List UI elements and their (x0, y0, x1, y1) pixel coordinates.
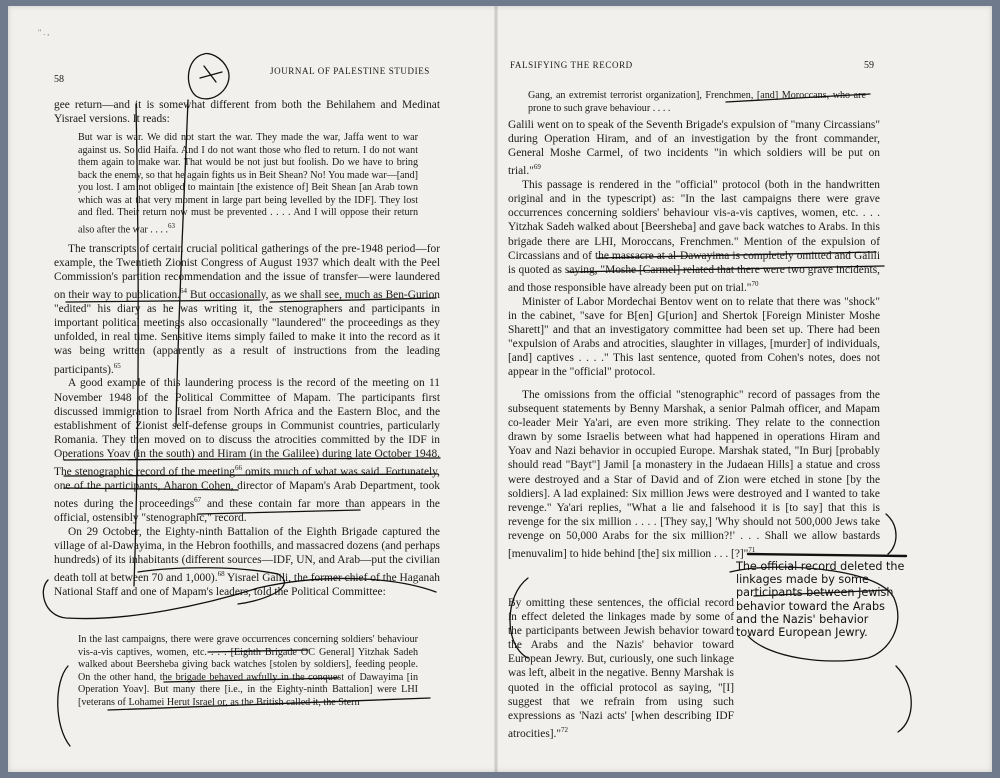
paragraph: By omitting these sentences, the official record in effect deleted the linkages made by some of the participants between Jewish behavior toward the Arabs and the Nazis' behavior toward European Jewry. But, curiously, one such linkage was left, albeit in the negative. Benny Marshak is quoted in the official protocol as saying, "[I] suggest that we refrain from using such expressions as 'Nazi acts' [when describing IDF atrocities]."$^{72}$ (508, 597, 734, 740)
paragraph: This passage is rendered in the "official" protocol (both in the handwritten original and in the typescript) as: "In the last campaigns there were grave occurrences concerning soldiers' behaviour vis-a-vis captives, women, etc. . . . Yitzhak Sadeh walked about [Beersheba] and gave back watches to Arabs. In this brigade there are LHI, Moroccans, Frenchmen." Mention of the expulsion of Circassians and of the massacre at al-Dawayima is completely omitted and Galili is quoted as saying, "Moshe [Carmel] related that there were two grave incidents, and those responsible have already been put on trial."$^{70}$ (508, 179, 880, 294)
footnote-ref: 66 (234, 464, 242, 472)
running-head-left: JOURNAL OF PALESTINE STUDIES (270, 66, 430, 76)
footnote-ref: 64 (180, 287, 188, 296)
footnote-ref: 67 (194, 495, 202, 504)
footnote-ref: 65 (113, 361, 121, 370)
quote-text: In the last campaigns, there were grave occurrences concerning soldiers' behaviour vis-a-vis captives, women, etc. . . . [Eighth Brigade OC General] Yitzhak Sadeh walked about Beersheba giving back watches [stolen by soldiers], feeding people. On the other hand, the brigade behaved awfully in the conquest of Dawayima [in Operation Yoav]. But many there [i.e., in the Eighty-ninth Battalion] were LHI [veterans of Lohamei Herut Israel or, as the British called it, the Stern (78, 634, 418, 708)
footnote-ref: 63 (167, 221, 175, 230)
quote-text: Gang, an extremist terrorist organization], Frenchmen, [and] Moroccans, who are prone to such grave behaviour . . . . (528, 90, 866, 114)
page-number-left: 58 (54, 74, 64, 85)
block-quote-cont (528, 90, 866, 115)
left-para-1 (54, 98, 440, 126)
paragraph: The transcripts of certain crucial political gatherings of the pre-1948 period—for example, the Twentieth Zionist Congress of August 1937 which dealt with the Peel Commission's partition recommendation and the issue of transfer—were laundered on their way to publication.$^{64}$ But occasionally, as we shall see, much as Ben-Gurion "edited" his diary as he was writing it, the stenographers and participants in important political meetings also occasionally "laundered" the proceedings as they unfolded, in real time. Sensitive items simply failed to make it into the record as it was being written (apparently as a result of instructions from the leading participants).$^{65}$ (54, 243, 440, 376)
book-spread (8, 6, 992, 772)
left-body (54, 242, 440, 599)
scan-marks: " . , (38, 28, 50, 37)
paragraph: The omissions from the official "stenographic" record of passages from the subsequent statements by Benny Marshak, a senior Palmah officer, and Mapam co-leader Meir Ya'ari, are even more striking. They relate to the connection drawn by some Israelis between what had happened in operations Hiram and Yoav and Nazi behavior in occupied Europe. Marshak stated, "In Burj [probably should read "Bayt"] Jamil [a monastery in the Judaean Hills] a statue and cross were destroyed and a Star of David and of Zion were etched in stone [by the soldiers]. A lad explained: Six million Jews were destroyed and I wanted to take revenge." Ya'ari replies, "What a lie and falsehood it is [to say] that this is revenge for the six million . . . . [They say,] 'Why should not 500,000 Jews take revenge on 50,000 Arabs for the six million?!' . . . Shall we allow bastards [menuvalim] to hide behind [the] six million . . . [?]"$^{71}$ (508, 389, 880, 560)
paragraph: A good example of this laundering process is the record of the meeting on 11 November 1948 of the Political Committee of Mapam. The participants first discussed immigration to Israel from North Africa and the Eastern Bloc, and the establishment of Zionist self-defense groups in Communist countries, particularly Romania. They then moved on to discuss the atrocities committed by the IDF in Operations Yoav (in the south) and Hiram (in the Galilee) during late October 1948. The stenographic record of the meeting$^{66}$ omits much of what was said. Fortunately, one of the participants, Aharon Cohen, director of Mapam's Arab Department, took notes during the proceedings$^{67}$ and these contain far more than appears in the official, ostensibly "stenographic," record. (54, 377, 440, 524)
footnote-ref: 72 (561, 725, 569, 734)
page-number-right: 59 (864, 60, 874, 71)
footnote-ref: 71 (748, 546, 756, 555)
paragraph: gee return—and it is somewhat different from both the Behilahem and Medinat Yisrael versions. It reads: (54, 99, 440, 126)
paragraph: Minister of Labor Mordechai Bentov went on to relate that there was "shock" in the cabinet, "save for B[en] G[urion] and Shertok [Foreign Minister Moshe Sharett]" and that an investigatory committee had been set up. There had been "expulsion of Arabs and atrocities, slaughter in villages, [murder] of individuals, [and] captives . . . ." This last sentence, quoted from Cohen's notes, does not appear in the "official" protocol. (508, 295, 880, 379)
block-quote-1 (78, 132, 418, 236)
left-page (8, 6, 494, 772)
running-head-right: FALSIFYING THE RECORD (510, 60, 633, 70)
footnote-ref: 70 (751, 279, 759, 288)
right-body-2 (508, 388, 880, 561)
handwritten-margin-note: The official record deleted the linkages made by some participants between Jewish behavior toward the Arabs and the Nazis' behavior toward European Jewry. (736, 560, 905, 640)
paragraph: Galili went on to speak of the Seventh Brigade's expulsion of "many Circassians" during Operation Hiram, and of an investigation by the front commander, General Moshe Carmel, of two incidents "in which soldiers will be put on trial."$^{69}$ (508, 119, 880, 178)
block-quote-2 (78, 634, 418, 709)
paragraph: On 29 October, the Eighty-ninth Battalion of the Eighth Brigade captured the village of al-Dawayima, in the Hebron foothills, and massacred dozens (and perhaps hundreds) of its inhabitants (different sources—IDF, UN, and Arab—put the civilian death toll at between 70 and 1,000).$^{68}$ Yisrael Galili, the former chief of the Haganah National Staff and one of Mapam's leaders, told the Political Committee: (54, 525, 441, 599)
footnote-ref: 68 (217, 570, 225, 579)
quote-text: But war is war. We did not start the war. They made the war, Jaffa went to war against us. So did Haifa. And I do not want those who fled to return. I do not want them again to make war. That would be not just but foolish. Do we have to bring back the enemy, so that he again fights us in Beit Shean? No! You made war—[and] you lost. I am not obliged to maintain [the existence of] Beit Shean [an Arab town which was at that very moment in large part being levelled by the IDF]. They lost and fled. Their return now must be prevented . . . . And I will oppose their return also after the war . . . .$^{63}$ (78, 132, 418, 235)
right-body (508, 118, 880, 379)
footnote-ref: 69 (533, 163, 541, 172)
right-page (498, 6, 992, 772)
right-body-3 (508, 596, 734, 741)
